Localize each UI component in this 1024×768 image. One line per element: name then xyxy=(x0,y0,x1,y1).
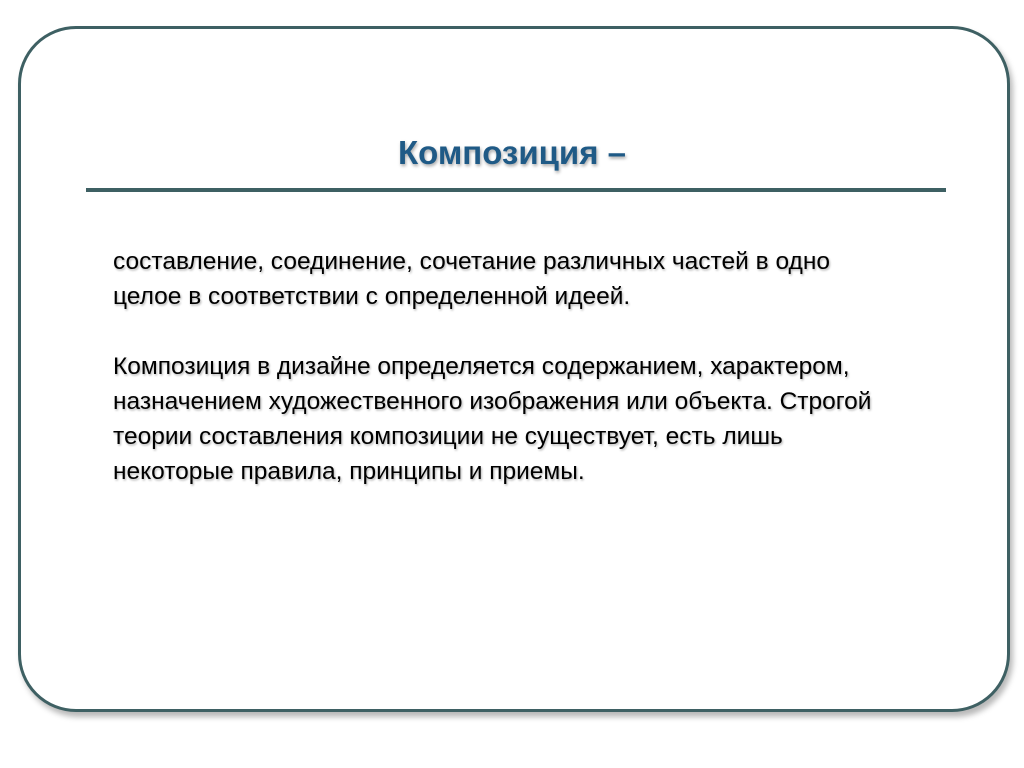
definition-paragraph: составление, соединение, сочетание различных частей в одно целое в соответствии с определенной идеей. xyxy=(113,248,830,310)
description-paragraph: Композиция в дизайне определяется содержанием, характером, назначением художественного изображения или объекта. Строгой теории составления композиции не существует, есть лишь некоторые правила, принципы и приемы. xyxy=(113,353,872,485)
title-divider xyxy=(86,188,946,192)
slide-body xyxy=(113,244,893,489)
slide-title: Композиция – xyxy=(398,134,626,171)
